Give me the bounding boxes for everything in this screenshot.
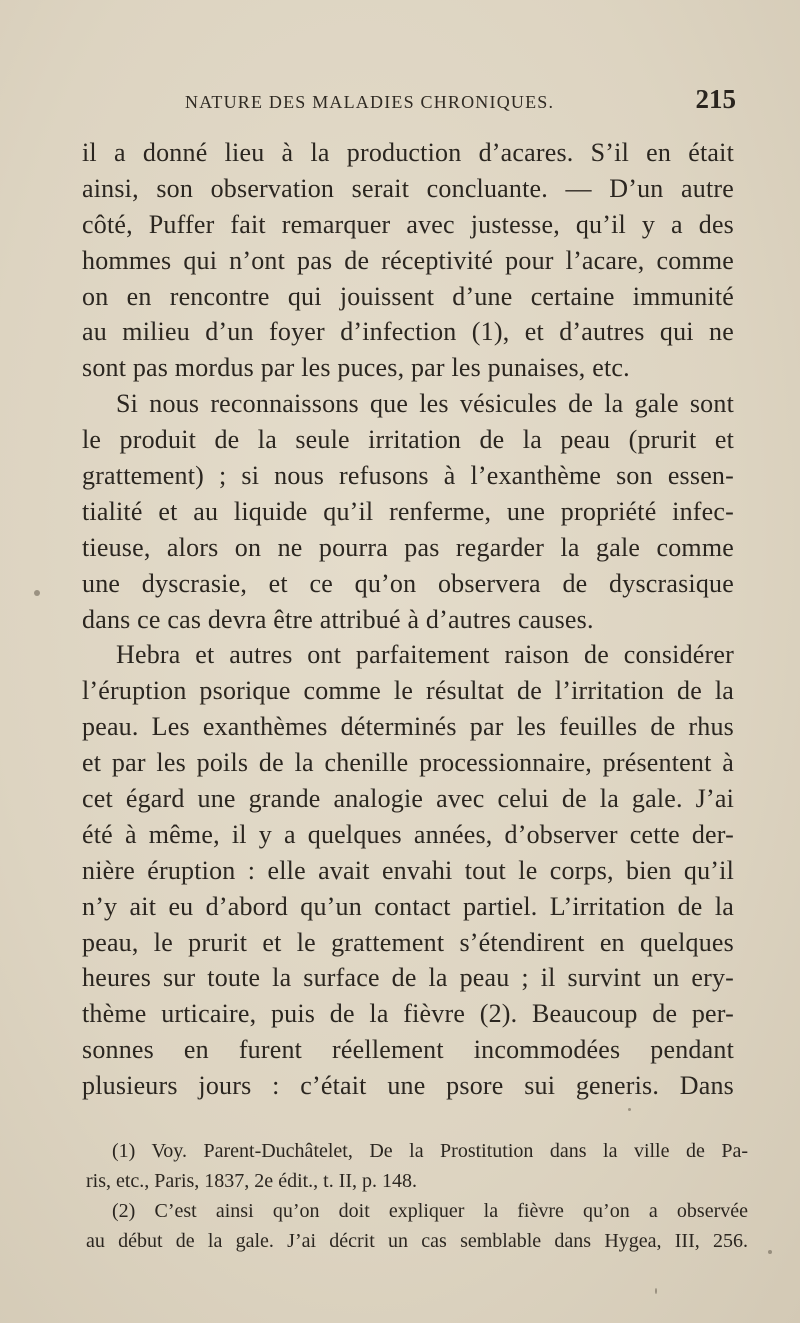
- text-line: peau. Les exanthèmes déterminés par les feuilles de rhus: [82, 712, 734, 742]
- text-line: on en rencontre qui jouissent d’une certaine immunité: [82, 281, 734, 311]
- text-line: sont pas mordus par les puces, par les punaises, etc.: [82, 353, 630, 383]
- paper-speck: [655, 1288, 657, 1294]
- text-line: il a donné lieu à la production d’acares. S’il en était: [82, 138, 734, 167]
- text-line: plusieurs jours : c’était une psore sui generis. Dans: [82, 1071, 734, 1101]
- text-line: nière éruption : elle avait envahi tout le corps, bien qu’il: [82, 855, 734, 885]
- text-line: au milieu d’un foyer d’infection (1), et d’autres qui ne: [82, 317, 734, 347]
- running-head: [185, 84, 736, 115]
- text-line: tieuse, alors on ne pourra pas regarder la gale comme: [82, 532, 734, 562]
- paper-speck: [628, 1108, 631, 1111]
- page-number: 215: [695, 84, 736, 114]
- footnote-line: (2) C’est ainsi qu’on doit expliquer la fièvre qu’on a observée: [112, 1200, 748, 1222]
- text-line: tialité et au liquide qu’il renferme, une propriété infec-: [82, 496, 734, 526]
- text-line: et par les poils de la chenille processionnaire, présentent à: [82, 748, 734, 778]
- text-line: ainsi, son observation serait concluante. — D’un autre: [82, 173, 734, 203]
- text-line: une dyscrasie, et ce qu’on observera de dyscrasique: [82, 568, 734, 598]
- text-line: cet égard une grande analogie avec celui de la gale. J’ai: [82, 784, 734, 814]
- paragraph-start-line: Hebra et autres ont parfaitement raison de considérer: [116, 640, 734, 670]
- footnote-line: au début de la gale. J’ai décrit un cas semblable dans Hygea, III, 256.: [86, 1230, 748, 1252]
- text-line: été à même, il y a quelques années, d’observer cette der-: [82, 819, 734, 849]
- text-line: n’y ait eu d’abord qu’un contact partiel. L’irritation de la: [82, 891, 734, 921]
- text-line: grattement) ; si nous refusons à l’exanthème son essen-: [82, 461, 734, 491]
- text-line: l’éruption psorique comme le résultat de l’irritation de la: [82, 676, 734, 706]
- text-line: hommes qui n’ont pas de réceptivité pour l’acare, comme: [82, 245, 734, 275]
- text-line: dans ce cas devra être attribué à d’autres causes.: [82, 604, 594, 634]
- footnotes: [86, 1136, 748, 1256]
- paper-speck: [768, 1250, 772, 1254]
- body-text: [82, 135, 734, 1104]
- text-line: thème urticaire, puis de la fièvre (2). Beaucoup de per-: [82, 999, 734, 1029]
- text-line: heures sur toute la surface de la peau ; il survint un ery-: [82, 963, 734, 993]
- paper-speck: [34, 590, 40, 596]
- text-line: sonnes en furent réellement incommodées pendant: [82, 1035, 734, 1065]
- text-line: peau, le prurit et le grattement s’étendirent en quelques: [82, 927, 734, 957]
- text-line: le produit de la seule irritation de la peau (prurit et: [82, 425, 734, 455]
- running-head-title: NATURE DES MALADIES CHRONIQUES.: [185, 92, 555, 112]
- footnote-line: ris, etc., Paris, 1837, 2e édit., t. II, p. 148.: [86, 1170, 418, 1192]
- footnote-line: (1) Voy. Parent-Duchâtelet, De la Prostitution dans la ville de Pa-: [112, 1140, 748, 1162]
- paragraph-start-line: Si nous reconnaissons que les vésicules de la gale sont: [116, 389, 734, 419]
- text-line: côté, Puffer fait remarquer avec justesse, qu’il y a des: [82, 209, 734, 239]
